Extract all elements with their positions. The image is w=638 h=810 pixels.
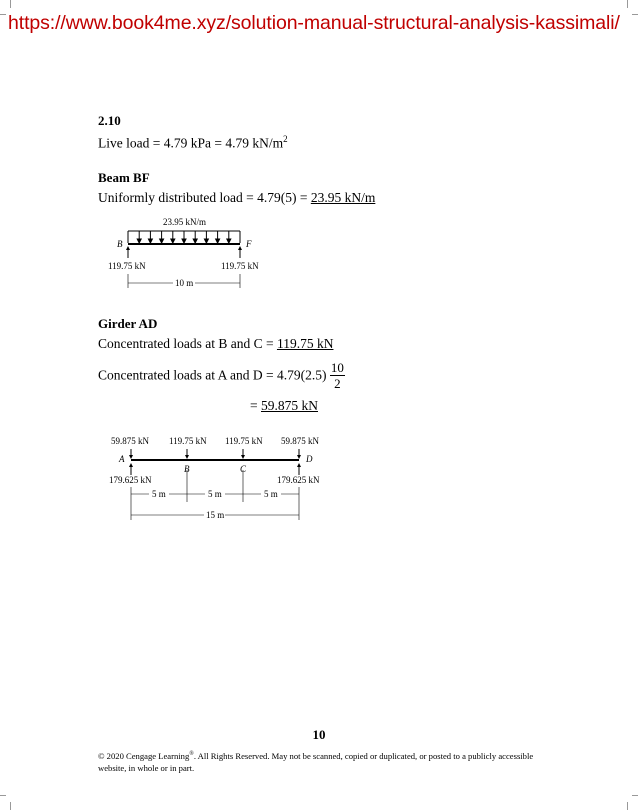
bc-load-line [98,336,333,352]
udl-text: Uniformly distributed load = 4.79(5) = [98,190,311,205]
ad-load-fraction [330,360,345,391]
problem-number: 2.10 [98,113,121,128]
ad-dim-total-label: 15 m [206,510,225,520]
ad-fraction-numerator: 10 [330,360,344,375]
bf-load-arrows [137,231,231,243]
ad-load-b-label: 119.75 kN [169,436,207,446]
ad-load-d-head [297,455,301,459]
bf-load-arrowhead [204,239,208,243]
ad-reaction-a-label: 179.625 kN [109,475,152,485]
page-number: 10 [312,727,326,742]
ad-load-c-head [241,455,245,459]
ad-dim-3-label: 5 m [264,489,278,499]
girder-ad-diagram [100,428,340,524]
crop-mark-top-right-h [632,14,638,15]
bf-right-reaction-label: 119.75 kN [221,261,259,271]
ad-equals: = [250,398,261,413]
ad-reaction-d-label: 179.625 kN [277,475,320,485]
ad-load-text: Concentrated loads at A and D = 4.79(2.5) [98,367,327,383]
bf-left-reaction-label: 119.75 kN [108,261,146,271]
crop-mark-top-left [10,0,11,8]
udl-line [98,190,375,206]
live-load-line [98,134,288,152]
crop-mark-bottom-right [627,802,628,810]
bf-node-f: F [246,239,252,249]
bf-load-arrowhead [216,239,220,243]
bf-load-label: 23.95 kN/m [163,217,207,227]
crop-mark-top-left-h [0,14,6,15]
copyright-rights-text: . All Rights Reserved. May not be scanned, copied or duplicated, or posted to a publicly accessible website, in whole or in part. [98,750,534,773]
bf-load-arrowhead [148,239,152,243]
bf-right-reaction-head [238,246,242,250]
ad-load-b-head [185,455,189,459]
bf-node-b: B [117,239,123,249]
bc-load-result: 119.75 kN [276,336,334,351]
bc-load-text: Concentrated loads at B and C = [98,336,277,351]
ad-node-d: D [306,454,313,464]
ad-reaction-d-head [297,463,301,467]
bf-load-arrowhead [171,239,175,243]
beam-bf-diagram [100,212,280,297]
bf-load-arrowhead [137,239,141,243]
ad-node-c: C [240,464,247,474]
ad-load-line [98,360,345,391]
crop-mark-bottom-right-h [632,795,638,796]
crop-mark-bottom-left [10,802,11,810]
ad-load-a-label: 59.875 kN [111,436,149,446]
ad-fraction-denominator: 2 [334,376,341,391]
bf-load-arrowhead [182,239,186,243]
ad-load-c-label: 119.75 kN [225,436,263,446]
udl-result: 23.95 kN/m [310,190,376,205]
ad-dim-2-label: 5 m [208,489,222,499]
bf-load-arrowhead [160,239,164,243]
ad-dim-1-label: 5 m [152,489,166,499]
copyright-text: © 2020 Cengage Learning [98,750,190,761]
crop-mark-bottom-left-h [0,795,6,796]
ad-result-line [250,398,318,414]
ad-node-b: B [184,464,190,474]
ad-load-result: 59.875 kN [261,398,318,413]
bf-left-reaction-head [126,246,130,250]
copyright-notice [98,748,558,774]
ad-load-d-label: 59.875 kN [281,436,319,446]
crop-mark-top-right [627,0,628,8]
ad-load-a-head [129,455,133,459]
ad-reaction-a-head [129,463,133,467]
header-url-link[interactable]: https://www.book4me.xyz/solution-manual-structural-analysis-kassimali/ [8,12,620,34]
bf-load-arrowhead [193,239,197,243]
bf-load-arrowhead [227,239,231,243]
beam-bf-heading: Beam BF [98,170,150,185]
copyright-registered-mark: ® [189,751,194,757]
girder-ad-heading: Girder AD [98,316,158,331]
bf-span-label: 10 m [175,278,194,288]
live-load-text: Live load = 4.79 kPa = 4.79 kN/m [98,135,284,151]
live-load-exponent: 2 [283,134,288,144]
ad-node-a: A [119,454,125,464]
